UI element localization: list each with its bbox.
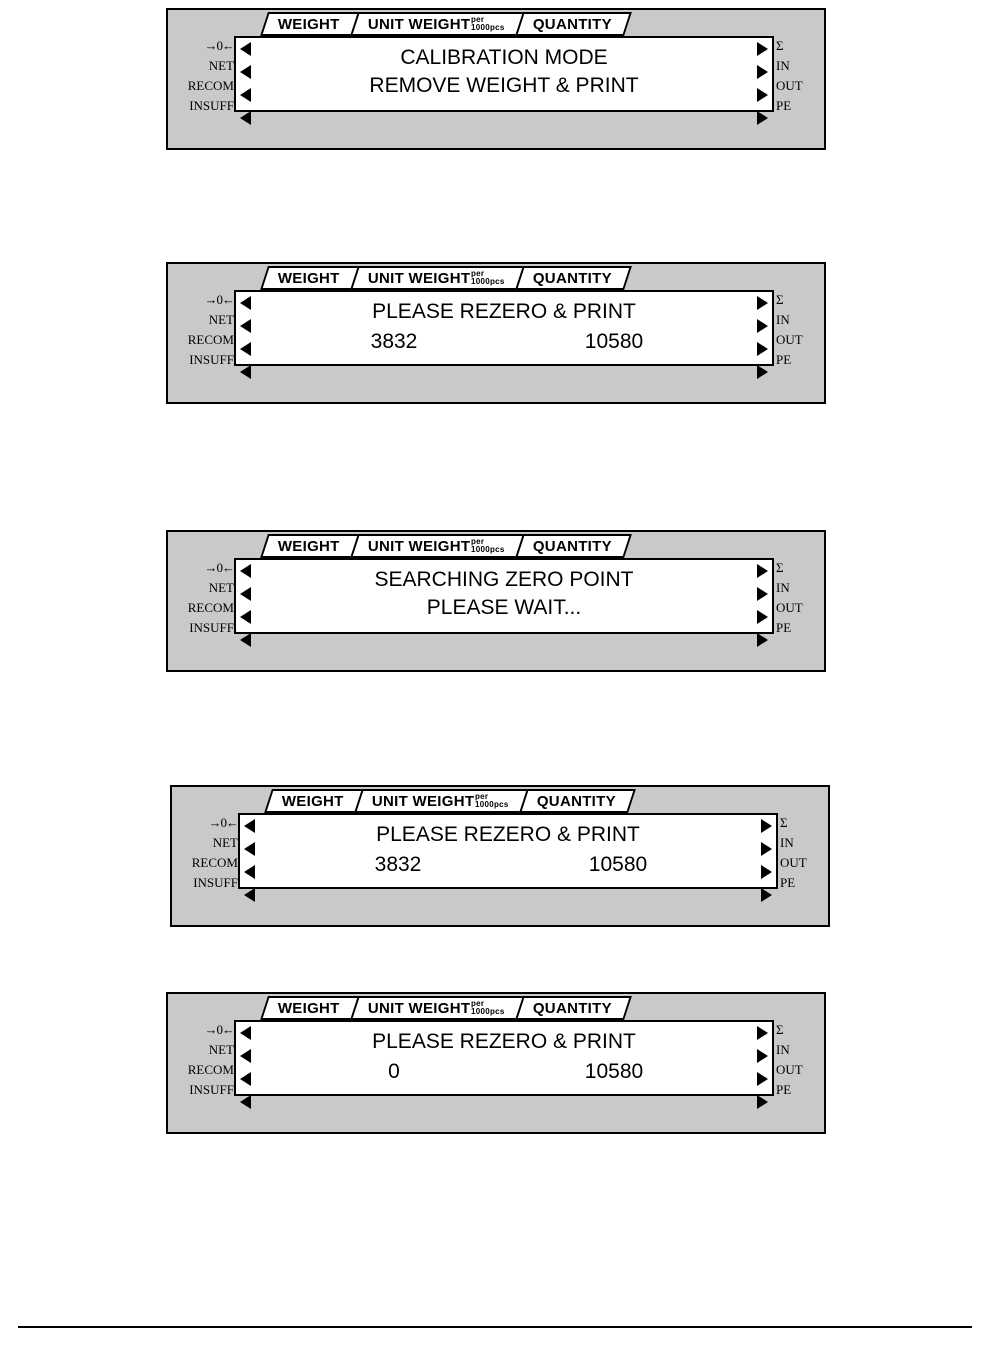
arrow-right-icon [757, 633, 768, 647]
arrow-right-icon [761, 819, 772, 833]
lcd-screen [234, 1020, 774, 1096]
arrow-left-icon [244, 842, 255, 856]
arrow-right-icon [757, 42, 768, 56]
scale-display-panel [170, 785, 830, 927]
status-zero: →0← [204, 1022, 234, 1037]
arrow-left-icon [240, 1026, 251, 1040]
arrow-left-icon [240, 342, 251, 356]
tab-quantity[interactable]: QUANTITY [515, 266, 632, 290]
screen-text [276, 44, 732, 100]
status-pe: PE [780, 875, 796, 890]
arrow-left-icon [240, 319, 251, 333]
left-status-column [174, 36, 236, 116]
arrow-left-icon [240, 587, 251, 601]
status-insuff: INSUFF [193, 875, 238, 890]
value-unit-weight: 3832 [374, 853, 422, 876]
arrow-left-icon [240, 42, 251, 56]
arrow-left-icon [240, 296, 251, 310]
arrow-left-icon [244, 865, 255, 879]
display-tab-bar [264, 534, 626, 560]
lcd-screen [234, 36, 774, 112]
status-insuff: INSUFF [189, 1082, 234, 1097]
screen-text [276, 298, 732, 356]
scale-display-panel [166, 992, 826, 1134]
scale-display-panel [166, 530, 826, 672]
arrow-right-icon [757, 111, 768, 125]
tab-quantity[interactable]: QUANTITY [515, 996, 632, 1020]
arrow-right-icon [761, 842, 772, 856]
display-tab-bar [264, 996, 626, 1022]
status-in: IN [780, 835, 794, 850]
tab-unit-weight-sup: per 1000pcs [471, 269, 505, 286]
arrow-right-icon [757, 587, 768, 601]
left-arrow-indicators [240, 296, 251, 379]
left-status-column [174, 290, 236, 370]
status-recom: RECOM [187, 1062, 234, 1077]
status-sum: Σ [776, 38, 784, 53]
right-arrow-indicators [757, 296, 768, 379]
status-net: NET [208, 312, 234, 327]
status-sum: Σ [776, 560, 784, 575]
status-pe: PE [776, 1082, 792, 1097]
status-recom: RECOM [187, 332, 234, 347]
value-quantity: 10580 [588, 853, 648, 876]
screen-values [280, 851, 736, 879]
arrow-right-icon [757, 342, 768, 356]
page-footer-rule [18, 1326, 972, 1328]
tab-weight[interactable]: WEIGHT [264, 789, 364, 813]
status-out: OUT [776, 78, 803, 93]
left-arrow-indicators [240, 564, 251, 647]
value-quantity: 10580 [584, 1060, 644, 1083]
value-unit-weight: 3832 [370, 330, 418, 353]
arrow-right-icon [761, 865, 772, 879]
status-recom: RECOM [191, 855, 238, 870]
status-insuff: INSUFF [189, 620, 234, 635]
tab-unit-weight[interactable]: UNIT WEIGHT per 1000pcs [350, 12, 525, 36]
arrow-right-icon [757, 610, 768, 624]
tab-quantity[interactable]: QUANTITY [515, 12, 632, 36]
tab-weight[interactable]: WEIGHT [260, 12, 360, 36]
screen-text [280, 821, 736, 879]
status-net: NET [208, 1042, 234, 1057]
left-status-column [178, 813, 240, 893]
status-pe: PE [776, 620, 792, 635]
status-out: OUT [780, 855, 807, 870]
status-in: IN [776, 580, 790, 595]
screen-line-2: PLEASE WAIT... [426, 596, 582, 619]
arrow-right-icon [757, 1026, 768, 1040]
tab-weight[interactable]: WEIGHT [260, 534, 360, 558]
status-out: OUT [776, 332, 803, 347]
tab-unit-weight[interactable]: UNIT WEIGHT per 1000pcs [350, 534, 525, 558]
display-tab-bar [268, 789, 630, 815]
status-pe: PE [776, 352, 792, 367]
status-sum: Σ [780, 815, 788, 830]
tab-unit-weight-sup: per 1000pcs [475, 792, 509, 809]
screen-line-1: PLEASE REZERO & PRINT [372, 1030, 636, 1053]
arrow-right-icon [757, 564, 768, 578]
right-arrow-indicators [757, 42, 768, 125]
status-sum: Σ [776, 1022, 784, 1037]
arrow-right-icon [761, 888, 772, 902]
left-arrow-indicators [240, 1026, 251, 1109]
right-status-column [776, 36, 818, 116]
tab-unit-weight[interactable]: UNIT WEIGHT per 1000pcs [354, 789, 529, 813]
tab-unit-weight-sup: per 1000pcs [471, 999, 505, 1016]
status-net: NET [212, 835, 238, 850]
arrow-right-icon [757, 88, 768, 102]
status-zero: →0← [204, 292, 234, 307]
tab-quantity[interactable]: QUANTITY [519, 789, 636, 813]
value-quantity: 10580 [584, 330, 644, 353]
tab-unit-weight-sup: per 1000pcs [471, 15, 505, 32]
status-out: OUT [776, 600, 803, 615]
right-status-column [776, 1020, 818, 1100]
arrow-left-icon [240, 1095, 251, 1109]
screen-values [276, 328, 732, 356]
arrow-left-icon [240, 88, 251, 102]
screen-values [276, 1058, 732, 1086]
status-zero: →0← [208, 815, 238, 830]
left-arrow-indicators [244, 819, 255, 902]
tab-unit-weight[interactable]: UNIT WEIGHT per 1000pcs [350, 996, 525, 1020]
left-arrow-indicators [240, 42, 251, 125]
status-recom: RECOM [187, 78, 234, 93]
arrow-left-icon [240, 1072, 251, 1086]
right-status-column [776, 290, 818, 370]
arrow-right-icon [757, 1049, 768, 1063]
status-insuff: INSUFF [189, 352, 234, 367]
right-arrow-indicators [761, 819, 772, 902]
screen-text [276, 1028, 732, 1086]
right-arrow-indicators [757, 1026, 768, 1109]
screen-line-1: CALIBRATION MODE [400, 46, 608, 69]
lcd-screen [234, 558, 774, 634]
arrow-right-icon [757, 1072, 768, 1086]
arrow-right-icon [757, 365, 768, 379]
arrow-left-icon [240, 564, 251, 578]
arrow-right-icon [757, 296, 768, 310]
tab-weight[interactable]: WEIGHT [260, 266, 360, 290]
status-in: IN [776, 1042, 790, 1057]
right-status-column [776, 558, 818, 638]
tab-weight[interactable]: WEIGHT [260, 996, 360, 1020]
value-unit-weight: 0 [388, 1060, 400, 1083]
status-zero: →0← [204, 38, 234, 53]
status-zero: →0← [204, 560, 234, 575]
status-sum: Σ [776, 292, 784, 307]
status-net: NET [208, 58, 234, 73]
arrow-left-icon [240, 610, 251, 624]
tab-quantity[interactable]: QUANTITY [515, 534, 632, 558]
arrow-left-icon [240, 65, 251, 79]
screen-line-1: SEARCHING ZERO POINT [374, 568, 634, 591]
display-tab-bar [264, 266, 626, 292]
screen-line-1: PLEASE REZERO & PRINT [372, 300, 636, 323]
screen-line-1: PLEASE REZERO & PRINT [376, 823, 640, 846]
scale-display-panel [166, 8, 826, 150]
scale-display-panel [166, 262, 826, 404]
status-pe: PE [776, 98, 792, 113]
status-in: IN [776, 58, 790, 73]
arrow-left-icon [240, 365, 251, 379]
arrow-left-icon [240, 111, 251, 125]
status-in: IN [776, 312, 790, 327]
left-status-column [174, 1020, 236, 1100]
status-recom: RECOM [187, 600, 234, 615]
right-status-column [780, 813, 822, 893]
status-net: NET [208, 580, 234, 595]
lcd-screen [234, 290, 774, 366]
screen-text [276, 566, 732, 622]
arrow-left-icon [240, 1049, 251, 1063]
tab-unit-weight-sup: per 1000pcs [471, 537, 505, 554]
arrow-right-icon [757, 65, 768, 79]
display-tab-bar [264, 12, 626, 38]
arrow-right-icon [757, 1095, 768, 1109]
tab-unit-weight[interactable]: UNIT WEIGHT per 1000pcs [350, 266, 525, 290]
screen-line-2: REMOVE WEIGHT & PRINT [369, 74, 639, 97]
status-out: OUT [776, 1062, 803, 1077]
left-status-column [174, 558, 236, 638]
right-arrow-indicators [757, 564, 768, 647]
arrow-left-icon [244, 819, 255, 833]
lcd-screen [238, 813, 778, 889]
arrow-right-icon [757, 319, 768, 333]
status-insuff: INSUFF [189, 98, 234, 113]
arrow-left-icon [240, 633, 251, 647]
arrow-left-icon [244, 888, 255, 902]
